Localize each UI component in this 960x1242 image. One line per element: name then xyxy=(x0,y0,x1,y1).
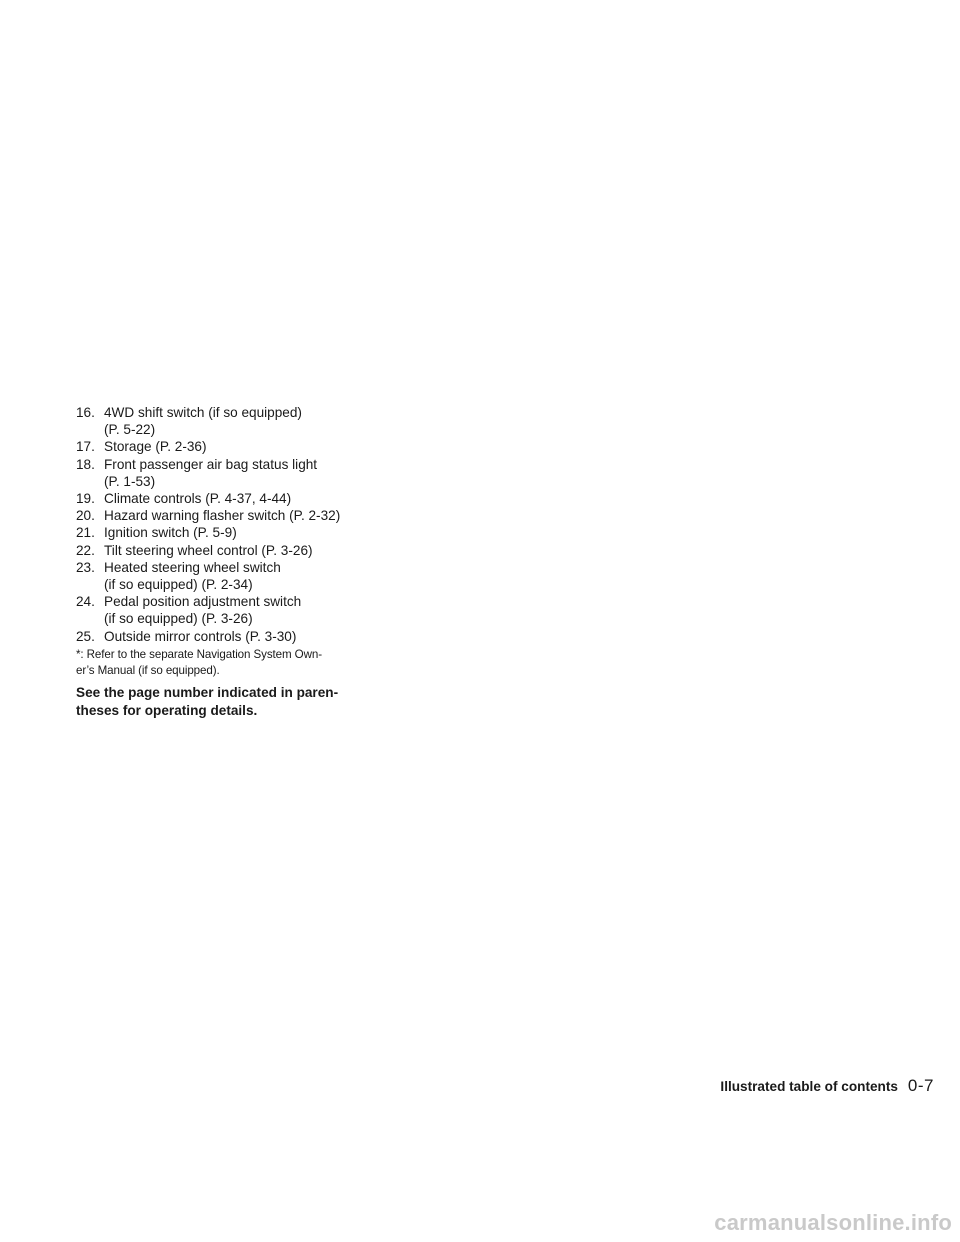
item-text xyxy=(104,524,366,541)
item-line: Storage (P. 2-36) xyxy=(104,439,207,455)
item-page-ref: (P. 5-22) xyxy=(104,422,156,438)
item-line: Climate controls (P. 4-37, 4-44) xyxy=(104,491,292,507)
watermark: carmanualsonline.info xyxy=(714,1210,952,1235)
list-item xyxy=(76,404,366,438)
item-text xyxy=(104,542,366,559)
page-number: 0-7 xyxy=(907,1076,934,1095)
item-list xyxy=(76,404,366,645)
item-line: Ignition switch (P. 5-9) xyxy=(104,525,237,541)
item-line: 4WD shift switch (if so equipped) xyxy=(104,405,302,420)
item-number: 18. xyxy=(76,456,95,472)
item-text xyxy=(104,628,366,645)
page-footer xyxy=(720,1076,934,1096)
list-item xyxy=(76,628,366,645)
item-line: Heated steering wheel switch xyxy=(104,559,281,575)
item-text xyxy=(104,593,366,627)
item-page-ref: (if so equipped) (P. 2-34) xyxy=(104,577,253,593)
list-item xyxy=(76,559,366,593)
list-item xyxy=(76,490,366,507)
item-text xyxy=(104,559,366,593)
item-page-ref: (P. 1-53) xyxy=(104,473,156,489)
item-page-ref: (if so equipped) (P. 3-26) xyxy=(104,611,253,627)
item-number: 19. xyxy=(76,491,95,507)
list-item xyxy=(76,542,366,559)
note-line: theses for operating details. xyxy=(76,702,258,718)
item-text xyxy=(104,438,366,455)
item-number: 22. xyxy=(76,542,95,558)
item-number: 16. xyxy=(76,405,95,420)
item-number: 21. xyxy=(76,525,95,541)
footnote-line: *: Refer to the separate Navigation System Own- xyxy=(76,648,322,661)
footnote xyxy=(76,647,366,679)
list-item xyxy=(76,524,366,541)
item-text xyxy=(104,490,366,507)
item-line: Tilt steering wheel control (P. 3-26) xyxy=(104,542,313,558)
item-number: 17. xyxy=(76,439,95,455)
footnote-line: er’s Manual (if so equipped). xyxy=(76,664,220,677)
operating-details-note xyxy=(76,684,366,719)
item-number: 23. xyxy=(76,559,95,575)
item-text xyxy=(104,507,366,524)
item-number: 24. xyxy=(76,594,95,610)
item-text xyxy=(104,404,366,438)
list-item xyxy=(76,593,366,627)
item-number: 20. xyxy=(76,508,95,524)
item-line: Front passenger air bag status light xyxy=(104,456,318,472)
list-item xyxy=(76,507,366,524)
item-line: Hazard warning flasher switch (P. 2-32) xyxy=(104,508,341,524)
item-number: 25. xyxy=(76,628,95,644)
note-line: See the page number indicated in paren- xyxy=(76,685,339,700)
list-item xyxy=(76,456,366,490)
section-title: Illustrated table of contents xyxy=(720,1079,898,1094)
item-line: Pedal position adjustment switch xyxy=(104,594,302,610)
item-line: Outside mirror controls (P. 3-30) xyxy=(104,628,297,644)
item-text xyxy=(104,456,366,490)
list-item xyxy=(76,438,366,455)
